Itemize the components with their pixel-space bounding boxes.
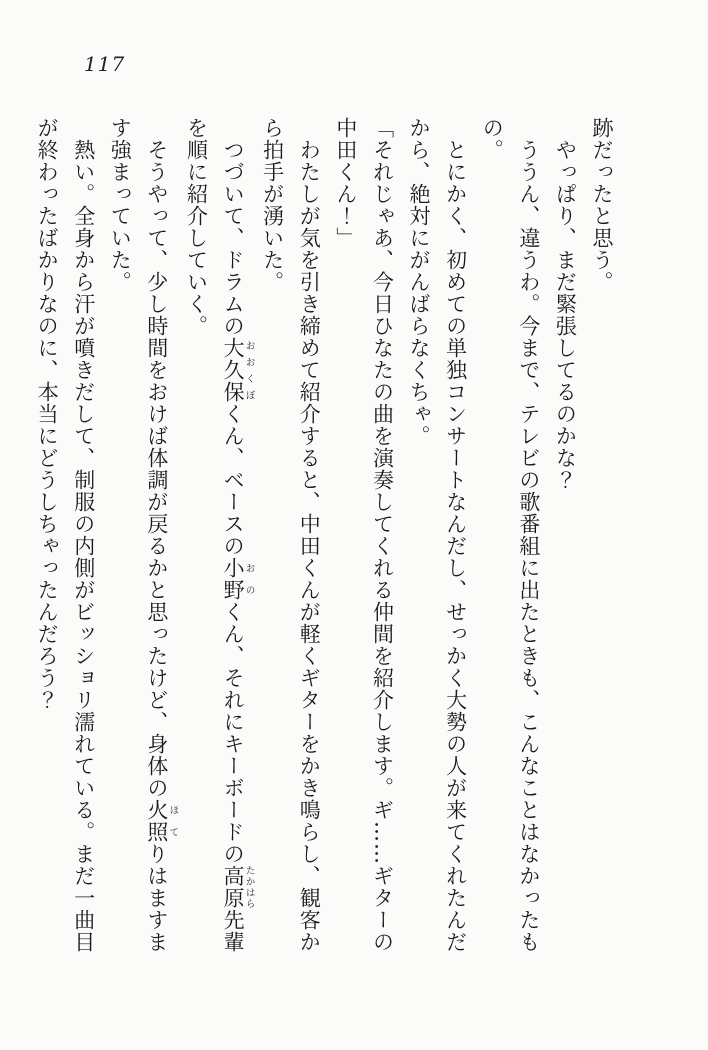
text-line: つづいて、ドラムの大久保おおくぼくん、ベースの小野おのくん、それにキーボードの高原たかはら先輩 xyxy=(221,139,255,953)
text-line: そうやって、少し時間をおけば体調が戻るかと思ったけど、身体の火照ほてりはますま xyxy=(144,139,179,953)
text-line: ら拍手が湧いた。 xyxy=(260,117,285,293)
text-line: 熱い。全身から汗が噴きだして、制服の内側がビッショリ濡れている。まだ一曲目 xyxy=(71,139,96,953)
ruby-annotated-word: 大久保おおくぼ xyxy=(221,337,255,403)
text-line: 跡だったと思う。 xyxy=(590,117,614,293)
text-line: ううん、違うわ。今まで、テレビの歌番組に出たときも、こんなことはなかったも xyxy=(516,139,541,953)
text-line: 中田くん！」 xyxy=(333,117,358,249)
text-line: す強まっていた。 xyxy=(108,117,133,293)
page-number: 117 xyxy=(84,52,126,76)
text-line: から、絶対にがんばらなくちゃ。 xyxy=(407,117,432,447)
text-line: やっぱり、まだ緊張してるのかな？ xyxy=(553,139,578,491)
text-line: の。 xyxy=(480,117,505,161)
text-line: が終わったばかりなのに、本当にどうしちゃったんだろう？ xyxy=(35,117,60,711)
ruby-annotated-word: 高原たかはら xyxy=(221,865,255,909)
ruby-annotated-word: 火照ほて xyxy=(144,799,179,843)
ruby-annotated-word: 小野おの xyxy=(221,557,255,601)
text-line: わたしが気を引き締めて紹介すると、中田くんが軽くギターをかき鳴らし、観客か xyxy=(297,139,322,953)
text-line: とにかく、初めての単独コンサートなんだし、せっかく大勢の人が来てくれたんだ xyxy=(443,139,468,953)
text-line: を順に紹介していく。 xyxy=(184,117,209,337)
text-line: 「それじゃあ、今日ひなたの曲を演奏してくれる仲間を紹介します。ギ……ギターの xyxy=(370,117,395,953)
vertical-text-block xyxy=(34,117,620,977)
